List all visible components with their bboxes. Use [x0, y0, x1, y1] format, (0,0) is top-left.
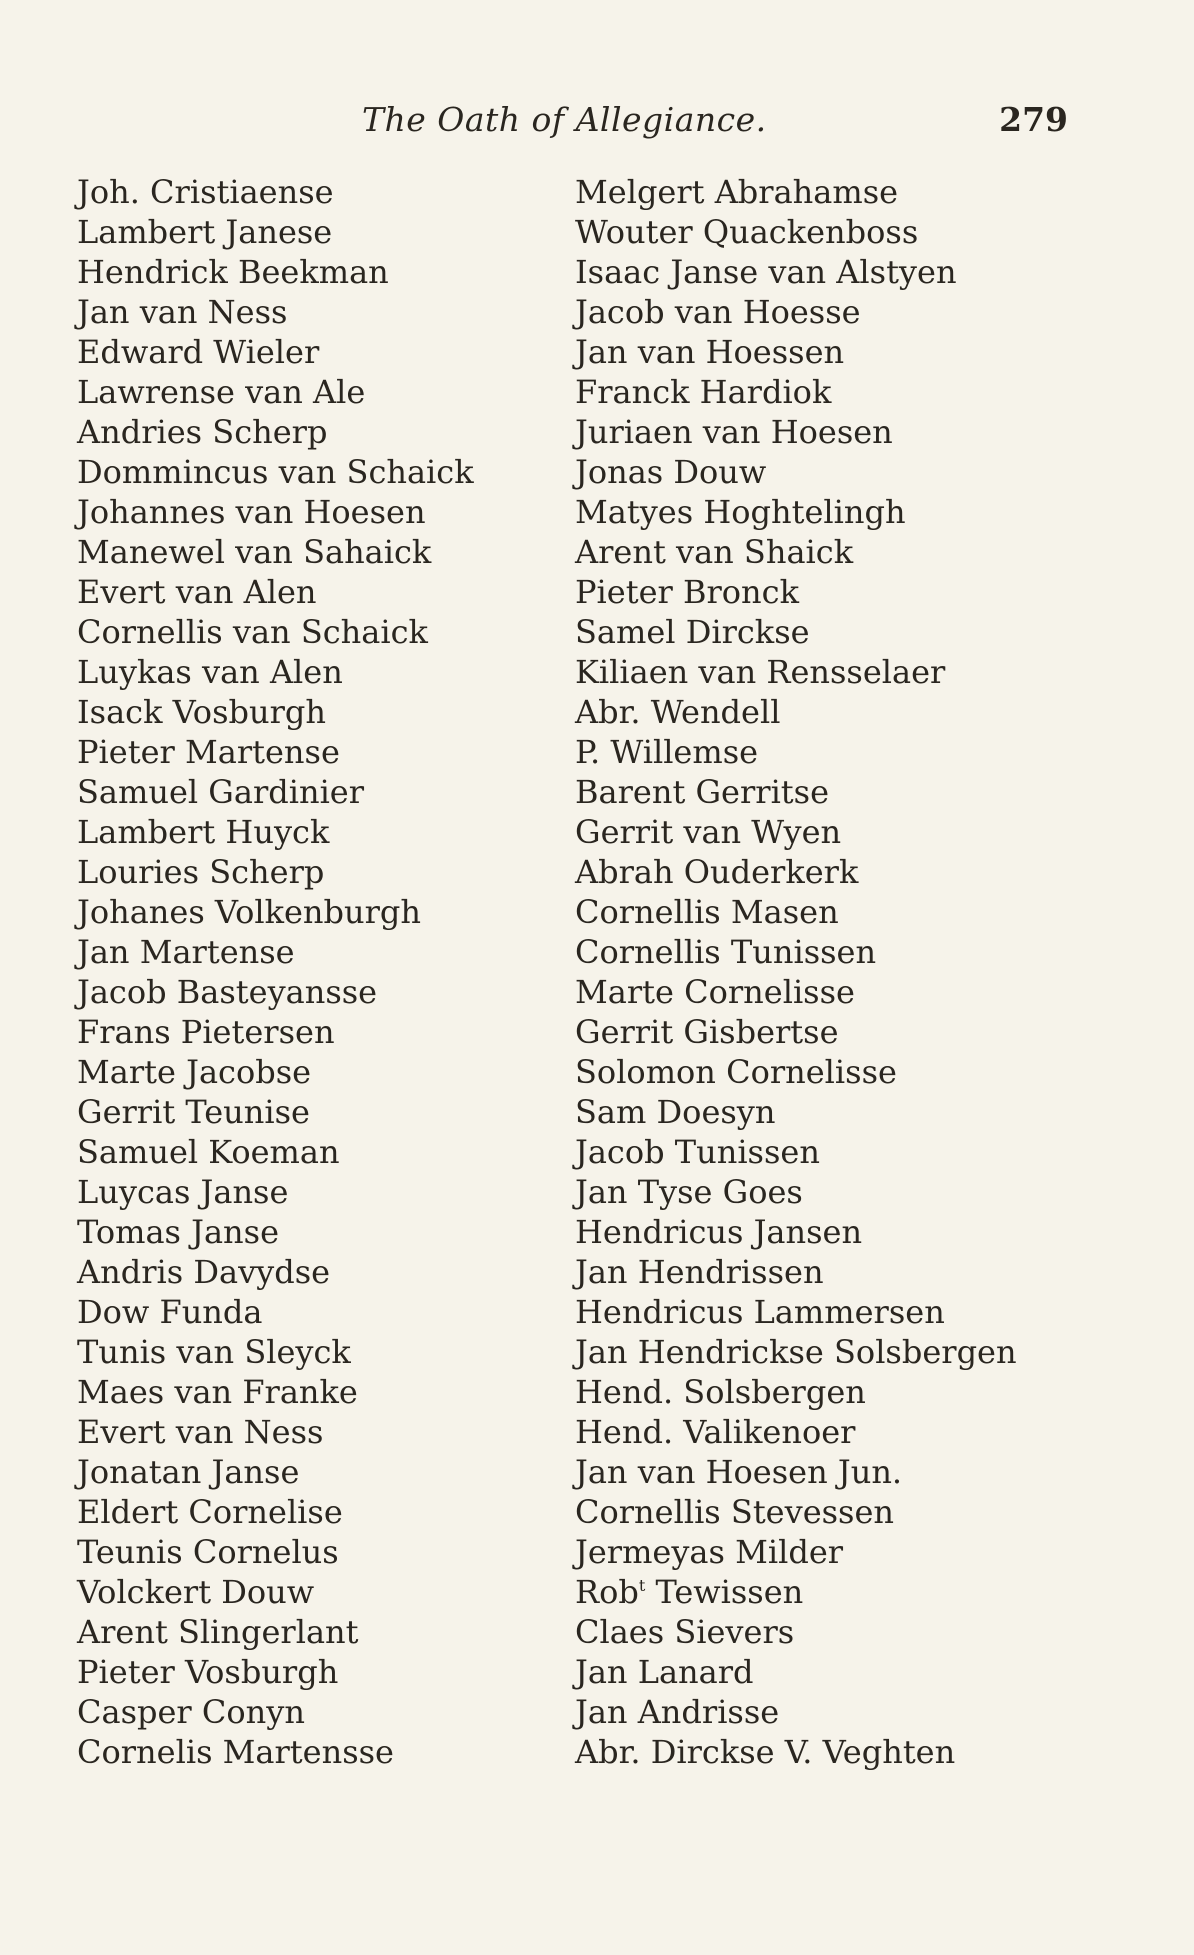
signatory-name: Pieter Bronck [575, 573, 799, 611]
signatory-name: Jacob van Hoesse [575, 293, 861, 331]
signatory-name: Marte Cornelisse [575, 973, 855, 1011]
signatory-name: Isack Vosburgh [77, 693, 326, 731]
signatory-name: Teunis Cornelus [77, 1533, 339, 1571]
signatory-name: Evert van Alen [77, 573, 317, 611]
signatory-name: Barent Gerritse [575, 773, 830, 811]
signatory-name: P. Willemse [575, 733, 759, 771]
signatory-name: Abr. Wendell [575, 693, 781, 731]
signatory-name: Jan van Ness [77, 293, 288, 331]
signatory-name: Manewel van Sahaick [77, 533, 432, 571]
name-superscript: t [638, 1576, 646, 1595]
signatory-name: Jermeyas Milder [575, 1533, 844, 1571]
signatory-name: Dow Funda [77, 1293, 263, 1331]
signatory-name: Jan van Hoesen Jun. [575, 1453, 903, 1491]
left-name-column [77, 172, 474, 1772]
signatory-name: Jan Tyse Goes [575, 1173, 803, 1211]
signatory-name: Solomon Cornelisse [575, 1053, 897, 1091]
signatory-name: Cornelis Martensse [77, 1733, 394, 1771]
signatory-name: Melgert Abrahamse [575, 173, 899, 211]
signatory-name: Jan Lanard [575, 1653, 754, 1691]
signatory-name: Volckert Douw [77, 1573, 315, 1611]
signatory-name: Pieter Martense [77, 733, 340, 771]
signatory-name: Jan Martense [77, 933, 295, 971]
signatory-name: Andries Scherp [77, 413, 328, 451]
signatory-name: Evert van Ness [77, 1413, 324, 1451]
signatory-name: Hend. Valikenoer [575, 1413, 856, 1451]
signatory-name: Isaac Janse van Alstyen [575, 253, 957, 291]
signatory-name: Luykas van Alen [77, 653, 343, 691]
signatory-name: Tomas Janse [77, 1213, 280, 1251]
signatory-name: Claes Sievers [575, 1613, 795, 1651]
signatory-name: Jonatan Janse [77, 1453, 300, 1491]
signatory-name: Casper Conyn [77, 1693, 305, 1731]
signatory-name [575, 1572, 1017, 1612]
signatory-name: Pieter Vosburgh [77, 1653, 339, 1691]
signatory-name: Hend. Solsbergen [575, 1373, 866, 1411]
signatory-name: Jan Andrisse [575, 1693, 780, 1731]
signatory-name: Wouter Quackenboss [575, 213, 919, 251]
signatory-name: Gerrit Teunise [77, 1093, 310, 1131]
signatory-name: Samuel Gardinier [77, 773, 365, 811]
page-header [362, 100, 1068, 144]
signatory-name: Joh. Cristiaense [77, 173, 334, 211]
signatory-name: Marte Jacobse [77, 1053, 312, 1091]
page-number: 279 [999, 100, 1068, 139]
signatory-name: Louries Scherp [77, 853, 325, 891]
signatory-name: Hendricus Jansen [575, 1213, 863, 1251]
signatory-name: Cornellis Stevessen [575, 1493, 895, 1531]
name-part: Tewissen [645, 1573, 804, 1611]
signatory-name: Jan van Hoessen [575, 333, 845, 371]
signatory-name: Samel Dirckse [575, 613, 810, 651]
signatory-name: Jacob Basteyansse [77, 973, 378, 1011]
signatory-name: Eldert Cornelise [77, 1493, 343, 1531]
signatory-name: Johannes van Hoesen [77, 493, 426, 531]
signatory-name: Franck Hardiok [575, 373, 832, 411]
signatory-name: Andris Davydse [77, 1253, 331, 1291]
right-name-column [575, 172, 1017, 1772]
signatory-name: Tunis van Sleyck [77, 1333, 351, 1371]
signatory-name: Matyes Hoghtelingh [575, 493, 906, 531]
signatory-name: Arent van Shaick [575, 533, 854, 571]
signatory-name: Maes van Franke [77, 1373, 358, 1411]
signatory-name: Kiliaen van Rensselaer [575, 653, 946, 691]
signatory-name: Cornellis Tunissen [575, 933, 877, 971]
name-part: Rob [575, 1573, 639, 1611]
signatory-name: Arent Slingerlant [77, 1613, 359, 1651]
signatory-name: Jan Hendrickse Solsbergen [575, 1333, 1017, 1371]
running-title: The Oath of Allegiance. [362, 100, 767, 139]
signatory-name: Gerrit van Wyen [575, 813, 842, 851]
signatory-name: Edward Wieler [77, 333, 320, 371]
signatory-name: Hendrick Beekman [77, 253, 389, 291]
signatory-name: Cornellis Masen [575, 893, 839, 931]
signatory-name: Samuel Koeman [77, 1133, 340, 1171]
signatory-name: Luycas Janse [77, 1173, 289, 1211]
signatory-name: Dommincus van Schaick [77, 453, 474, 491]
signatory-name: Jan Hendrissen [575, 1253, 824, 1291]
signatory-name: Frans Pietersen [77, 1013, 335, 1051]
signatory-name: Hendricus Lammersen [575, 1293, 945, 1331]
signatory-name: Lambert Huyck [77, 813, 330, 851]
signatory-name: Abrah Ouderkerk [575, 853, 859, 891]
signatory-name: Sam Doesyn [575, 1093, 776, 1131]
signatory-name: Abr. Dirckse V. Veghten [575, 1733, 956, 1771]
signatory-name: Johanes Volkenburgh [77, 893, 422, 931]
signatory-name: Juriaen van Hoesen [575, 413, 893, 451]
signatory-name: Lambert Janese [77, 213, 333, 251]
signatory-name: Jonas Douw [575, 453, 767, 491]
signatory-name: Cornellis van Schaick [77, 613, 428, 651]
signatory-name: Jacob Tunissen [575, 1133, 820, 1171]
signatory-name: Gerrit Gisbertse [575, 1013, 839, 1051]
signatory-name: Lawrense van Ale [77, 373, 366, 411]
